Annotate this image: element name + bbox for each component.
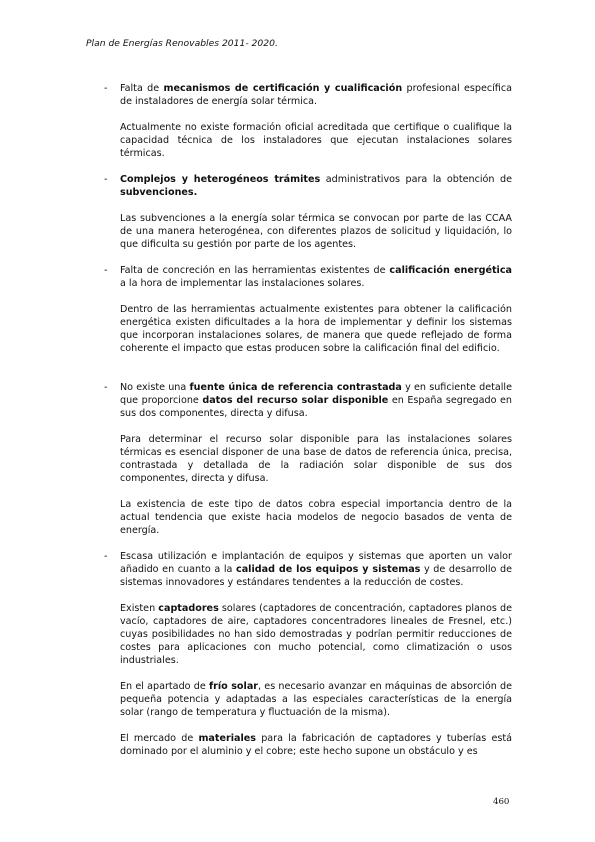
- bold-text: frío solar: [208, 681, 259, 692]
- text-run: y en suficiente detalle que proporcione: [120, 382, 512, 406]
- bold-text: calidad de los equipos y sistemas: [236, 564, 421, 575]
- text-run: administrativos para la obtención de: [320, 174, 512, 185]
- item-paragraph: [120, 498, 512, 537]
- list-item: [100, 550, 512, 758]
- text-run: Para determinar el recurso solar disponible para las instalaciones solares térmicas es esencial disponer de una base de datos de referencia única, precisa, contrastada y detallada de la radiación solar disponible de sus dos componentes, directa y difusa.: [120, 434, 512, 484]
- text-run: La existencia de este tipo de datos cobra especial importancia dentro de la actual tendencia que existe hacia modelos de negocio basados de venta de energía.: [120, 499, 512, 536]
- item-heading: [120, 550, 512, 589]
- text-run: , es necesario avanzar en máquinas de absorción de pequeña potencia y adaptadas a las especiales características de la energía solar (rango de temperatura y fluctuación de la misma).: [120, 681, 513, 718]
- item-heading: [120, 264, 512, 290]
- item-paragraph: [120, 680, 512, 719]
- item-paragraph: [120, 602, 512, 667]
- item-heading: [120, 173, 512, 199]
- text-run: para la fabricación de captadores y tuberías está dominado por el aluminio y el cobre; este hecho supone un obstáculo y es: [120, 733, 512, 757]
- text-run: El mercado de: [120, 733, 199, 744]
- text-run: Existen: [120, 603, 159, 614]
- item-paragraph: [120, 212, 512, 251]
- item-paragraph: [120, 121, 512, 160]
- bold-text: captadores: [158, 603, 219, 614]
- bold-text: materiales: [198, 733, 256, 744]
- text-run: en España segregado en sus dos componentes, directa y difusa.: [120, 395, 512, 419]
- text-run: No existe una: [120, 382, 190, 393]
- text-run: Actualmente no existe formación oficial acreditada que certifique o cualifique la capacidad técnica de los instaladores que ejecutan instalaciones solares térmicas.: [120, 122, 512, 159]
- text-run: y de desarrollo de sistemas innovadores y estándares tendentes a la reducción de costes.: [120, 564, 512, 588]
- bold-text: datos del recurso solar disponible: [202, 395, 389, 406]
- list-item: [100, 82, 512, 160]
- bullet-list: [100, 82, 512, 758]
- page-number: 460: [493, 797, 510, 807]
- text-run: Las subvenciones a la energía solar térmica se convocan por parte de las CCAA de una manera heterogénea, con diferentes plazos de solicitud y liquidación, lo que dificulta su gestión por parte de los agentes.: [120, 213, 512, 250]
- text-run: Falta de concreción en las herramientas existentes de: [120, 265, 390, 276]
- text-run: Escasa utilización e implantación de equipos y sistemas que aporten un valor añadido en cuanto a la: [120, 551, 512, 575]
- item-paragraph: [120, 303, 512, 355]
- bold-text: fuente única de referencia contrastada: [189, 382, 402, 393]
- bullet-dash: -: [104, 83, 108, 94]
- bold-text: Complejos y heterogéneos trámites: [120, 174, 321, 185]
- page-header: Plan de Energías Renovables 2011- 2020.: [86, 38, 278, 49]
- bold-text: mecanismos de certificación y cualificación: [163, 83, 403, 94]
- text-run: En el apartado de: [120, 681, 209, 692]
- list-item: [100, 173, 512, 251]
- list-item: [100, 381, 512, 537]
- item-heading: [120, 82, 512, 108]
- bullet-dash: -: [104, 551, 108, 562]
- bold-text: subvenciones.: [120, 187, 198, 198]
- text-run: Falta de: [120, 83, 164, 94]
- text-run: a la hora de implementar las instalaciones solares.: [120, 278, 365, 289]
- bullet-dash: -: [104, 174, 108, 185]
- bold-text: calificación energética: [389, 265, 513, 276]
- list-item: [100, 264, 512, 355]
- text-run: Dentro de las herramientas actualmente existentes para obtener la calificación energética existen dificultades a la hora de implementar y definir los sistemas que incorporan instalaciones solares, de manera que quede reflejado de forma coherente el impacto que estas producen sobre la calificación final del edificio.: [120, 304, 512, 354]
- item-paragraph: [120, 433, 512, 485]
- bullet-dash: -: [104, 382, 108, 393]
- text-run: profesional específica de instaladores de energía solar térmica.: [120, 83, 512, 107]
- text-run: solares (captadores de concentración, captadores planos de vacío, captadores de aire, captadores concentradores lineales de Fresnel, etc.) cuyas posibilidades no han sido demostradas y podrían permitir reducciones de costes para aplicaciones con mucho potencial, como climatización o usos industriales.: [120, 603, 512, 666]
- item-heading: [120, 381, 512, 420]
- item-paragraph: [120, 732, 512, 758]
- bullet-dash: -: [104, 265, 108, 276]
